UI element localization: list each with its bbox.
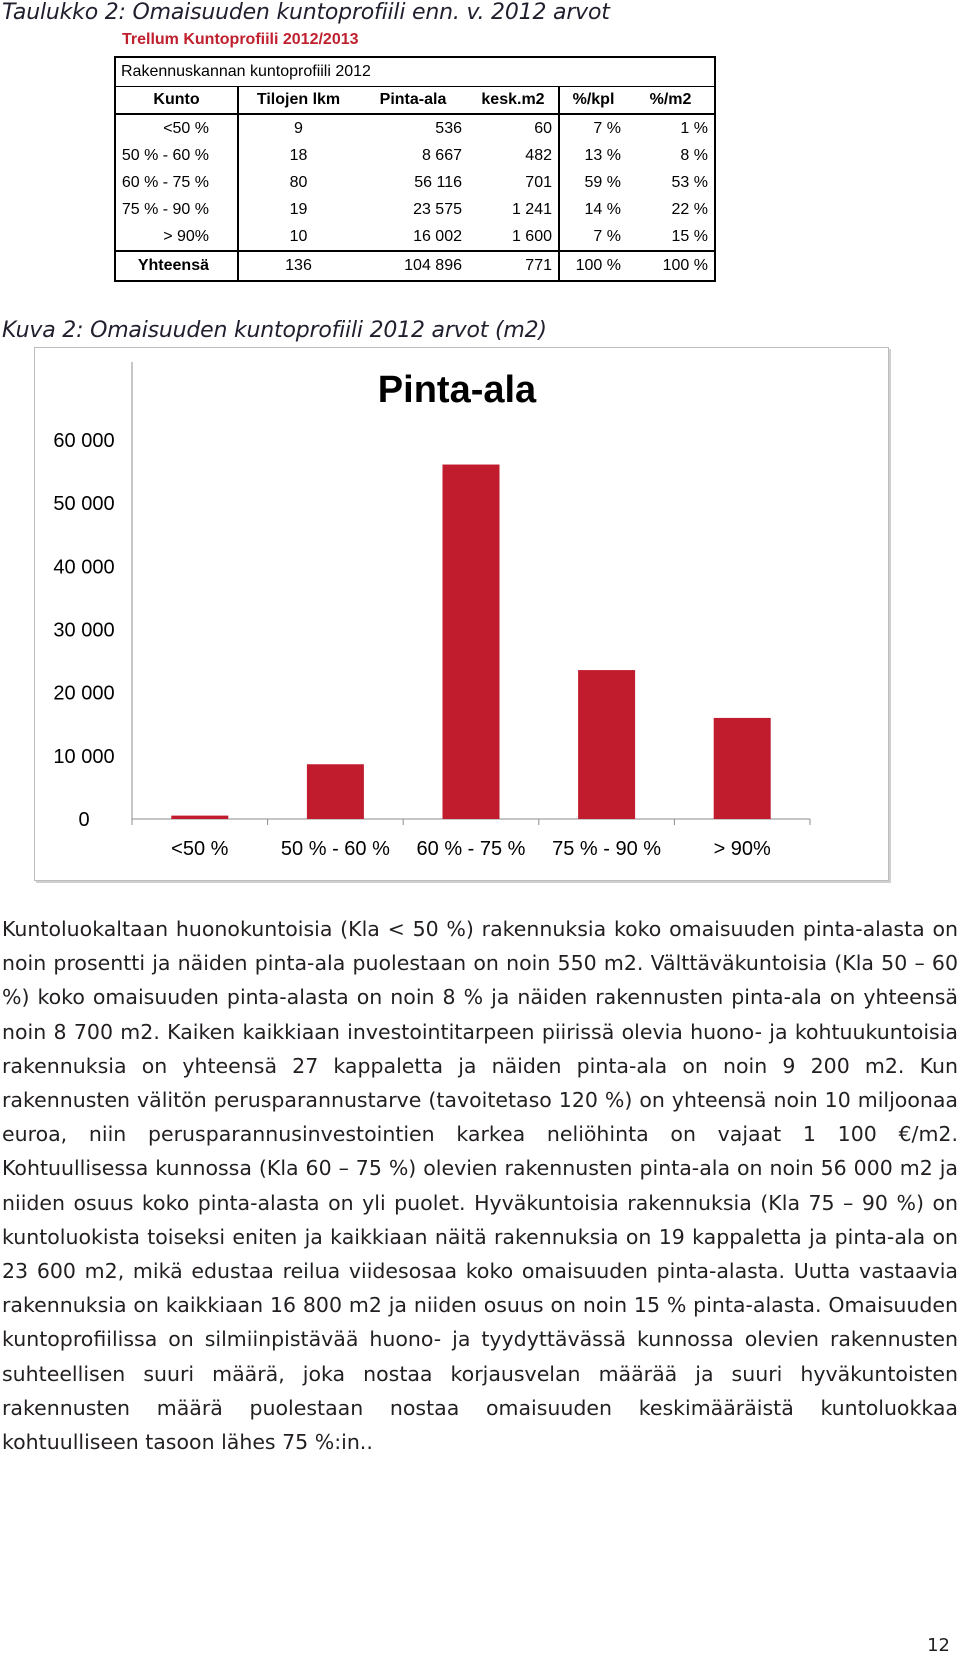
table-cell: 59 % <box>558 169 627 196</box>
table-cell: 9 <box>237 115 358 142</box>
table-cell: 701 <box>525 174 552 191</box>
table-cell: 536 <box>435 120 462 137</box>
y-tick-label: 30 000 <box>53 619 115 642</box>
header-cell: Tilojen lkm <box>237 87 358 113</box>
table-cell: 22 % <box>671 201 708 218</box>
table-cell: 15 % <box>671 228 708 245</box>
x-tick-label: <50 % <box>171 838 229 860</box>
table-cell: 80 <box>237 169 358 196</box>
y-tick-label: 10 000 <box>53 745 115 768</box>
x-tick-label: 75 % - 90 % <box>552 838 662 860</box>
x-tick-label: 60 % - 75 % <box>416 838 526 860</box>
table-cell: <50 % <box>163 120 209 137</box>
table-cell: 19 <box>237 196 358 223</box>
table-cell: 104 896 <box>404 257 462 274</box>
table-cell: 1 241 <box>511 201 552 218</box>
y-tick-label: 60 000 <box>53 430 115 452</box>
table-caption: Taulukko 2: Omaisuuden kuntoprofiili enn. v. 2012 arvot <box>2 0 610 25</box>
table-cell: 8 % <box>680 147 708 164</box>
table-cell: 136 <box>237 252 358 280</box>
y-tick-label: 40 000 <box>53 556 115 579</box>
table-cell: 18 <box>237 142 358 169</box>
table-cell: 16 002 <box>413 228 462 245</box>
table-cell: 56 116 <box>414 174 462 191</box>
bar <box>307 764 364 819</box>
table-cell: 10 <box>237 223 358 250</box>
bar <box>443 465 500 819</box>
header-cell: %/kpl <box>558 87 627 113</box>
body-paragraph: Kuntoluokaltaan huonokuntoisia (Kla < 50 %) rakennuksia koko omaisuuden pinta-alasta on noin prosentti ja näiden pinta-ala puolestaan on noin 550 m2. Välttäväkuntoisia (Kla 50 – 60 %) koko omaisuuden pinta-alasta on noin 8 % ja näiden rakennusten pinta-ala on yhteensä noin 8 700 m2. Kaiken kaikkiaan investointitarpeen piirissä olevia huono- ja kohtuukuntoisia rakennuksia on yhteensä 27 kappaletta ja näiden pinta-ala on noin 9 200 m2. Kun rakennusten välitön perusparannustarve (tavoitetaso 120 %) on yhteensä noin 10 miljoonaa euroa, niin perusparannusinvestointien karkea neliöhinta on vajaat 1 100 €/m2. Kohtuullisessa kunnossa (Kla 60 – 75 %) olevien rakennusten pinta-ala on noin 56 000 m2 ja niiden osuus koko pinta-alasta on yli puolet. Hyväkuntoisia rakennuksia (Kla 75 – 90 %) on kuntoluokista toiseksi eniten ja kaikkiaan näitä rakennuksia on 19 kappaletta ja pinta-ala on 23 600 m2, mikä edustaa reilua viidesosaa koko omaisuuden pinta-alasta. Uutta vastaavia rakennuksia on kaikkiaan 16 800 m2 ja niiden osuus on noin 15 % pinta-alasta. Omaisuuden kuntoprofiilissa on silmiinpistävää huono- ja tyydyttävässä kunnossa olevien rakennusten suhteellisen suuri määrä, joka nostaa korjausvelan määrää ja suuri hyväkuntoisten rakennusten määrä puolestaan nostaa omaisuuden keskimääräistä kuntoluokkaa kohtuulliseen tasoon lähes 75 %:in.. <box>2 917 958 1455</box>
header-cell: kesk.m2 <box>481 91 545 108</box>
page-number: 12 <box>927 1635 950 1656</box>
table-cell: 60 <box>534 120 552 137</box>
table-cell: 482 <box>525 147 552 164</box>
x-tick-label: 50 % - 60 % <box>280 838 390 860</box>
table-cell: 1 600 <box>511 228 552 245</box>
chart-title: Pinta-ala <box>377 369 537 411</box>
y-tick-label: 50 000 <box>53 493 115 516</box>
table-subtitle: Rakennuskannan kuntoprofiili 2012 <box>116 58 714 87</box>
table-cell: 13 % <box>558 142 627 169</box>
header-cell: Pinta-ala <box>379 91 447 108</box>
table-cell: 7 % <box>558 115 627 142</box>
bar <box>171 816 228 819</box>
table-cell: 8 667 <box>421 147 462 164</box>
table-cell: Yhteensä <box>137 257 209 274</box>
header-cell: Kunto <box>153 91 200 108</box>
y-tick-label: 0 <box>78 809 90 831</box>
header-cell: %/m2 <box>649 91 692 108</box>
bar <box>714 718 771 819</box>
table-cell: 50 % - 60 % <box>121 147 209 164</box>
table-cell: 771 <box>525 257 552 274</box>
table-cell: 60 % - 75 % <box>121 174 209 191</box>
chart-caption: Kuva 2: Omaisuuden kuntoprofiili 2012 arvot (m2) <box>2 318 547 343</box>
table-cell: 100 % <box>662 257 708 274</box>
table-cell: 1 % <box>680 120 708 137</box>
table-cell: > 90% <box>163 228 209 245</box>
table-cell: 23 575 <box>413 201 462 218</box>
table-cell: 75 % - 90 % <box>121 201 209 218</box>
y-tick-label: 20 000 <box>53 682 115 705</box>
table-cell: 53 % <box>671 174 708 191</box>
table-cell: 100 % <box>558 252 627 280</box>
table-cell: 7 % <box>558 223 627 250</box>
x-tick-label: > 90% <box>713 838 771 860</box>
table-title: Trellum Kuntoprofiili 2012/2013 <box>122 31 359 48</box>
table-cell: 14 % <box>558 196 627 223</box>
bar <box>578 670 635 819</box>
